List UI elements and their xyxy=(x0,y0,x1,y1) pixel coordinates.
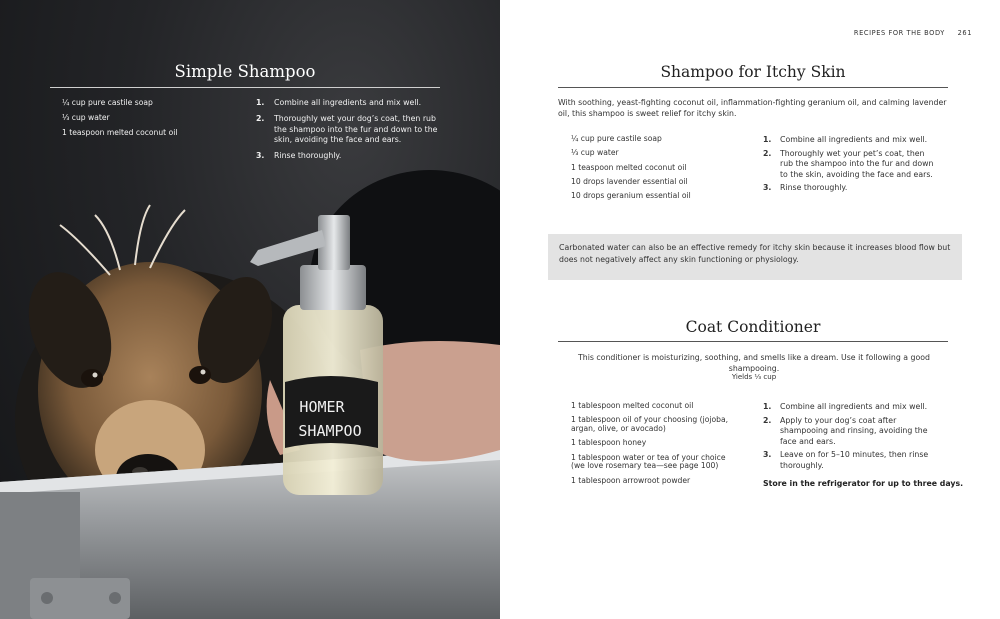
title-divider xyxy=(558,341,948,342)
ingredient-item: 1 tablespoon honey xyxy=(571,438,647,448)
step-item xyxy=(763,135,938,146)
step-number: 3. xyxy=(763,183,772,193)
itchy-skin-ingredients xyxy=(571,135,741,207)
ingredient-item: 1 teaspoon melted coconut oil xyxy=(62,128,178,137)
right-page xyxy=(500,0,1000,619)
step-item xyxy=(763,416,938,448)
ingredient-item: ¼ cup pure castile soap xyxy=(62,98,153,107)
step-item xyxy=(256,98,441,109)
step-item xyxy=(763,149,938,181)
ingredient-item: 1 tablespoon oil of your choosing (jojoba, argan, olive, or avocado) xyxy=(571,415,729,434)
step-number: 2. xyxy=(763,148,772,158)
ingredient-item: 1 tablespoon melted coconut oil xyxy=(571,401,694,410)
step-text: Apply to your dog’s coat after shampooing and rinsing, avoiding the face and ears. xyxy=(780,415,928,446)
simple-shampoo-title: Simple Shampoo xyxy=(174,62,316,81)
running-head-section: RECIPES FOR THE BODY xyxy=(853,29,945,37)
ingredient-item: 10 drops lavender essential oil xyxy=(571,176,688,186)
simple-shampoo-ingredients xyxy=(62,98,177,143)
yields-line: Yields ⅓ cup xyxy=(731,373,777,381)
running-head xyxy=(854,29,972,37)
step-text: Rinse thoroughly. xyxy=(274,151,342,160)
ingredient-item: ⅓ cup water xyxy=(571,148,619,158)
itchy-skin-intro: With soothing, yeast-fighting coconut oil, inflammation-fighting geranium oil, and calming lavender oil, this shampoo is sweet relief for itchy skin. xyxy=(558,98,947,119)
step-text: Rinse thoroughly. xyxy=(780,183,848,193)
step-item xyxy=(763,450,938,471)
page-number: 261 xyxy=(957,29,972,37)
coat-conditioner-steps xyxy=(763,402,938,475)
step-number: 2. xyxy=(763,415,772,425)
step-number: 1. xyxy=(256,98,265,107)
simple-shampoo-steps xyxy=(256,98,441,167)
storage-note: Store in the refrigerator for up to three days. xyxy=(763,479,964,488)
title-divider xyxy=(558,87,948,88)
ingredient-item: 1 teaspoon melted coconut oil xyxy=(571,162,687,172)
step-text: Combine all ingredients and mix well. xyxy=(274,98,422,107)
step-text: Combine all ingredients and mix well. xyxy=(780,402,928,411)
step-text: Thoroughly wet your dog’s coat, then rub the shampoo into the fur and down to the skin, avoiding the face and ears. xyxy=(274,113,438,145)
step-text: Leave on for 5–10 minutes, then rinse thoroughly. xyxy=(780,450,929,470)
bottle-label-line1: HOMER xyxy=(299,398,345,416)
step-number: 3. xyxy=(763,450,772,460)
step-number: 1. xyxy=(763,135,772,144)
ingredient-item: 10 drops geranium essential oil xyxy=(571,191,691,201)
step-number: 2. xyxy=(256,113,265,123)
step-item xyxy=(763,183,938,194)
step-item xyxy=(256,151,441,162)
step-text: Combine all ingredients and mix well. xyxy=(780,135,928,144)
step-text: Thoroughly wet your pet’s coat, then rub the shampoo into the fur and down to the skin, avoiding the face and ears. xyxy=(780,148,934,179)
itchy-skin-title: Shampoo for Itchy Skin xyxy=(660,63,846,81)
bottle-label-line2: SHAMPOO xyxy=(298,422,362,440)
ingredient-item: ⅓ cup water xyxy=(62,113,110,122)
step-item xyxy=(763,402,938,413)
ingredient-item: ¼ cup pure castile soap xyxy=(571,134,662,143)
step-item xyxy=(256,114,441,146)
ingredient-item: 1 tablespoon water or tea of your choice (we love rosemary tea—see page 100) xyxy=(571,452,726,471)
coat-conditioner-intro: This conditioner is moisturizing, soothing, and smells like a dream. Use it following a good shampooing. xyxy=(578,353,930,374)
coat-conditioner-title: Coat Conditioner xyxy=(685,318,821,336)
step-number: 1. xyxy=(763,402,772,411)
ingredient-item: 1 tablespoon arrowroot powder xyxy=(571,475,691,485)
title-divider xyxy=(50,87,440,88)
tip-box: Carbonated water can also be an effective remedy for itchy skin because it increases blood flow but does not negatively affect any skin functioning or physiology. xyxy=(548,234,962,280)
itchy-skin-steps xyxy=(763,135,938,197)
step-number: 3. xyxy=(256,151,265,160)
coat-conditioner-ingredients xyxy=(571,402,731,491)
